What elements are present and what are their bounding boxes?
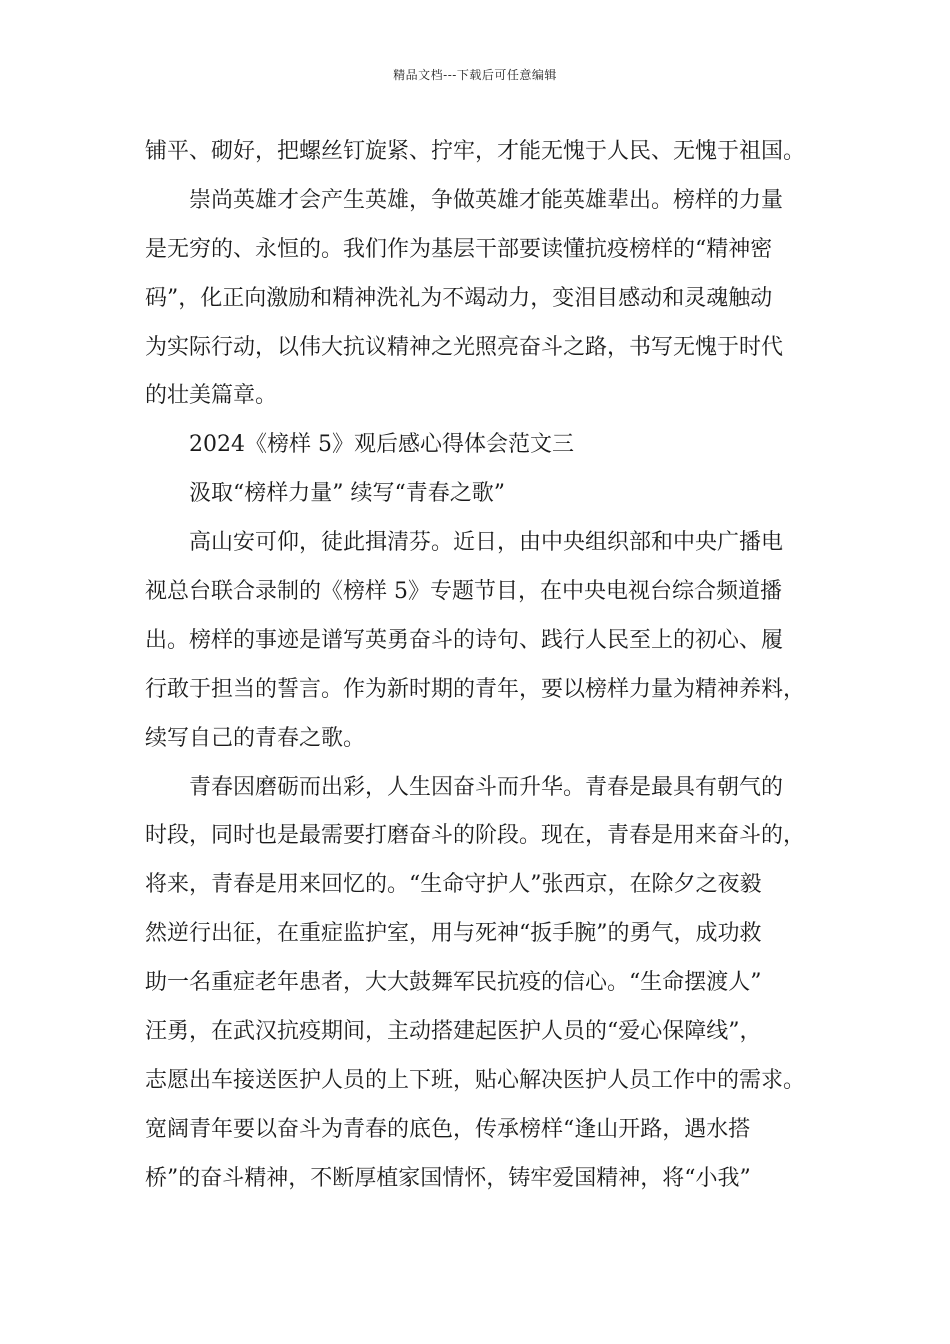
text-line: 为实际行动，以伟大抗议精神之光照亮奋斗之路，书写无愧于时代 xyxy=(145,334,784,360)
text-line: 铺平、砌好，把螺丝钉旋紧、拧牢，才能无愧于人民、无愧于祖国。 xyxy=(145,139,806,164)
text-line: 时段，同时也是最需要打磨奋斗的阶段。现在，青春是用来奋斗的， xyxy=(145,823,806,849)
text-line: 青春因磨砺而出彩，人生因奋斗而升华。青春是最具有朝气的 xyxy=(189,774,784,800)
text-line: 出。榜样的事迹是谱写英勇奋斗的诗句、践行人民至上的初心、履 xyxy=(145,627,784,653)
text-line: 然逆行出征，在重症监护室，用与死神“扳手腕”的勇气，成功救 xyxy=(145,921,762,947)
text-line: 2024《榜样 5》观后感心得体会范文三 xyxy=(189,432,574,458)
text-line: 助一名重症老年患者，大大鼓舞军民抗疫的信心。“生命摆渡人” xyxy=(145,970,762,996)
text-line: 将来，青春是用来回忆的。“生命守护人”张西京，在除夕之夜毅 xyxy=(145,872,762,898)
text-line: 码”，化正向激励和精神洗礼为不竭动力，变泪目感动和灵魂触动 xyxy=(145,285,773,311)
text-line: 汪勇，在武汉抗疫期间，主动搭建起医护人员的“爱心保障线”， xyxy=(145,1019,762,1045)
document-body xyxy=(145,128,835,1204)
text-line: 志愿出车接送医护人员的上下班，贴心解决医护人员工作中的需求。 xyxy=(145,1067,806,1093)
text-line: 崇尚英雄才会产生英雄，争做英雄才能英雄辈出。榜样的力量 xyxy=(189,187,784,213)
text-line: 宽阔青年要以奋斗为青春的底色，传承榜样“逢山开路，遇水搭 xyxy=(145,1116,751,1142)
text-line: 的壮美篇章。 xyxy=(145,383,278,409)
text-line: 行敢于担当的誓言。作为新时期的青年，要以榜样力量为精神养料， xyxy=(145,676,806,702)
text-line: 是无穷的、永恒的。我们作为基层干部要读懂抗疫榜样的“精神密 xyxy=(145,236,773,262)
text-line: 汲取“榜样力量” 续写“青春之歌” xyxy=(189,481,505,507)
page-header: 精品文档---下载后可任意编辑 xyxy=(393,68,557,82)
text-line: 桥”的奋斗精神，不断厚植家国情怀，铸牢爱国精神，将“小我” xyxy=(145,1165,751,1191)
text-line: 视总台联合录制的《榜样 5》专题节目，在中央电视台综合频道播 xyxy=(145,579,782,605)
text-line: 续写自己的青春之歌。 xyxy=(145,725,366,751)
text-line: 高山安可仰，徒此揖清芬。近日，由中央组织部和中央广播电 xyxy=(189,530,784,556)
